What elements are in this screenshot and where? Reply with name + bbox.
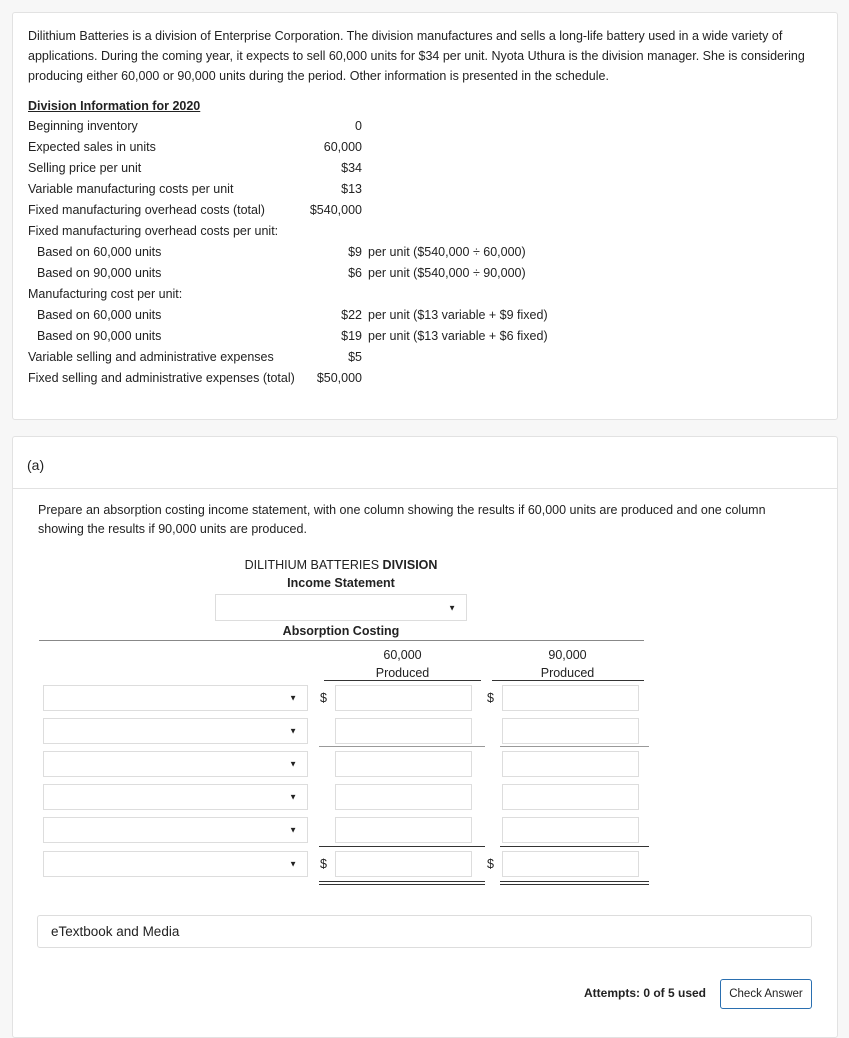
amount-input-90000[interactable]: [502, 784, 639, 810]
currency-symbol: $: [320, 691, 327, 705]
line-item-dropdown[interactable]: [43, 851, 308, 877]
amount-input-60000[interactable]: [335, 751, 472, 777]
method-heading: Absorption Costing: [282, 624, 400, 638]
problem-card: [12, 12, 838, 420]
divider: [13, 488, 837, 489]
company-name: [13, 558, 669, 572]
chevron-down-icon: ▼: [289, 825, 297, 835]
divider: [324, 680, 481, 681]
schedule-label: Beginning inventory: [28, 119, 138, 133]
schedule-label: Fixed manufacturing overhead costs (total): [28, 203, 265, 217]
company-name-b: DIVISION: [382, 558, 438, 572]
col1-units: 60,000: [383, 648, 422, 662]
amount-input-90000[interactable]: [502, 851, 639, 877]
divider: [39, 640, 644, 641]
schedule-label: Based on 60,000 units: [37, 308, 162, 322]
instructions: Prepare an absorption costing income statement, with one column showing the results if 60,000 units are produced and one column showing the results if 90,000 units are produced.: [38, 503, 766, 536]
amount-input-60000[interactable]: [335, 784, 472, 810]
schedule-label: Fixed manufacturing overhead costs per unit:: [28, 224, 279, 238]
schedule-value: $6: [348, 266, 362, 280]
col1-label: Produced: [375, 666, 430, 680]
col2-header: [491, 646, 644, 682]
schedule-value: 60,000: [323, 140, 362, 154]
schedule-label: Based on 90,000 units: [37, 329, 162, 343]
double-underline: [319, 881, 485, 882]
schedule-label: Expected sales in units: [28, 140, 156, 154]
schedule-value: $540,000: [309, 203, 362, 217]
amount-input-60000[interactable]: [335, 851, 472, 877]
line-item-dropdown[interactable]: [43, 685, 308, 711]
company-name-a: DILITHIUM BATTERIES: [244, 558, 383, 572]
currency-symbol: $: [320, 857, 327, 871]
schedule-label: Based on 60,000 units: [37, 245, 162, 259]
line-item-dropdown[interactable]: [43, 751, 308, 777]
schedule-label: Manufacturing cost per unit:: [28, 287, 183, 301]
schedule-label: Selling price per unit: [28, 161, 142, 175]
etextbook-label: eTextbook and Media: [51, 924, 180, 939]
line-item-dropdown[interactable]: [43, 718, 308, 744]
schedule-label: Based on 90,000 units: [37, 266, 162, 280]
part-a-card: [12, 436, 838, 1038]
amount-input-60000[interactable]: [335, 718, 472, 744]
schedule-label: Fixed selling and administrative expenses (total): [28, 371, 295, 385]
schedule-note: per unit ($13 variable + $6 fixed): [368, 329, 548, 343]
schedule-value: $9: [348, 245, 362, 259]
divider: [492, 680, 644, 681]
chevron-down-icon: ▼: [289, 693, 297, 703]
problem-text: Dilithium Batteries is a division of Enterprise Corporation. The division manufactures and sells a long-life battery used in a wide variety of applications. During the coming year, it expects to sell 60,000 units for $34 per unit. Nyota Uthura is the division manager. She is considering producing either 60,000 or 90,000 units during the period. Other information is presented in the schedule.: [28, 29, 805, 83]
chevron-down-icon: ▼: [448, 603, 456, 612]
currency-symbol: $: [487, 857, 494, 871]
schedule-value: $50,000: [316, 371, 362, 385]
amount-input-90000[interactable]: [502, 751, 639, 777]
schedule-note: per unit ($540,000 ÷ 60,000): [368, 245, 526, 259]
schedule-value: 0: [355, 119, 362, 133]
amount-input-60000[interactable]: [335, 685, 472, 711]
attempts-text: Attempts: 0 of 5 used: [583, 986, 706, 1000]
col2-units: 90,000: [548, 648, 587, 662]
schedule-value: $22: [341, 308, 362, 322]
subtotal-rule: [500, 746, 649, 747]
schedule-label: Variable manufacturing costs per unit: [28, 182, 234, 196]
chevron-down-icon: ▼: [289, 859, 297, 869]
check-answer-button[interactable]: Check Answer: [720, 979, 812, 1009]
schedule-note: per unit ($540,000 ÷ 90,000): [368, 266, 526, 280]
double-underline: [319, 884, 485, 885]
col1-header: [324, 646, 481, 682]
subtotal-rule: [319, 846, 485, 847]
chevron-down-icon: ▼: [289, 759, 297, 769]
chevron-down-icon: ▼: [289, 792, 297, 802]
col2-label: Produced: [540, 666, 595, 680]
amount-input-90000[interactable]: [502, 685, 639, 711]
double-underline: [500, 884, 649, 885]
etextbook-media-link[interactable]: [37, 915, 812, 948]
schedule-label: Variable selling and administrative expenses: [28, 350, 274, 364]
statement-title: Income Statement: [287, 576, 395, 590]
subtotal-rule: [500, 846, 649, 847]
amount-input-90000[interactable]: [502, 817, 639, 843]
schedule-value: $34: [341, 161, 362, 175]
schedule-note: per unit ($13 variable + $9 fixed): [368, 308, 548, 322]
period-dropdown[interactable]: [215, 594, 467, 621]
schedule-value: $13: [341, 182, 362, 196]
schedule-title: Division Information for 2020: [28, 99, 201, 113]
schedule-value: $19: [341, 329, 362, 343]
currency-symbol: $: [487, 691, 494, 705]
part-label: (a): [27, 457, 45, 473]
schedule-value: $5: [348, 350, 362, 364]
amount-input-90000[interactable]: [502, 718, 639, 744]
line-item-dropdown[interactable]: [43, 784, 308, 810]
subtotal-rule: [319, 746, 485, 747]
chevron-down-icon: ▼: [289, 726, 297, 736]
amount-input-60000[interactable]: [335, 817, 472, 843]
line-item-dropdown[interactable]: [43, 817, 308, 843]
double-underline: [500, 881, 649, 882]
